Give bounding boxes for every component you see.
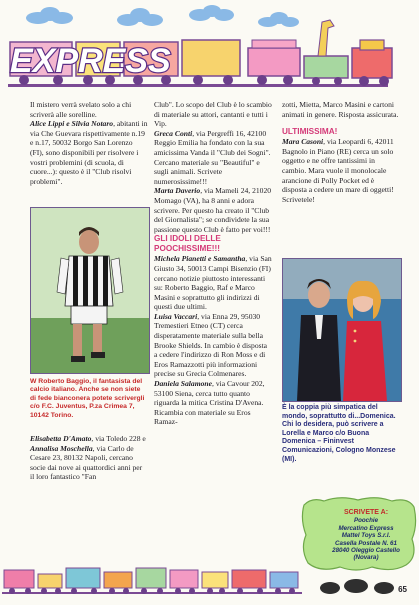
column-2	[154, 100, 272, 427]
train-illustration	[0, 0, 419, 92]
section-heading-ultimissima: ULTIMISSIMA!	[282, 127, 338, 137]
footer-train-illustration	[0, 556, 419, 600]
address-line: Poochie	[353, 517, 379, 525]
baggio-photo	[30, 207, 150, 374]
salamone-continuation: zotti, Mietta, Marco Masini e cartoni animati in genere. Risposta assicurata.	[282, 100, 399, 119]
section-heading-idoli: GLI IDOLI DELLE POOCHISSIME!!!	[154, 234, 221, 254]
address-line: Mattel Toys S.r.l.	[341, 532, 391, 540]
letter-lippi-notaro: Alice Lippi e Silvia Notaro, abitanti in via Che Guevara rispettivamente n.19 e n.17, 50032 Borgo San Lorenzo (FI), sono disponibili per risolvere i vostri problemini (di scuola, di cuore...): questo è il "Club risolvi problemi".	[30, 119, 148, 186]
page-number: 65	[398, 585, 407, 594]
address-text	[320, 509, 412, 562]
couple-photo	[282, 258, 402, 402]
address-line: (Novara)	[353, 554, 379, 562]
column-1-bottom	[30, 434, 148, 482]
presenters-image	[283, 259, 401, 401]
column-1	[30, 100, 148, 186]
address-line: Casella Postale N. 61	[335, 539, 397, 547]
footer-train-border	[0, 556, 419, 600]
letter-casoni: Mara Casoni, via Leopardi 6, 42011 Bagnolo in Piano (RE) cerca un solo oggetto e ne offre tantissimi in cambio. Mara vuole il monolocale arancione di Polly Pocket ed è disposta a cedere un mare di oggetti! Scrivetele!	[282, 137, 394, 204]
intro-text: Il mistero verrà svelato solo a chi scriverà alle sorelline.	[30, 100, 132, 119]
fan-club-continuation: Club". Lo scopo del Club è lo scambio di materiale su attori, cantanti e tutti i Vip.	[154, 100, 272, 129]
express-header-banner	[0, 0, 419, 92]
letter-daverio: Marta Daverio, via Mameli 24, 21020 Momago (VA), ha 8 anni e adora scrivere. Per questo ha creato il "Club del Giornalista"; se condividete la sua passione questo Club è fatto per voi!!!	[154, 186, 272, 234]
letter-damato-moschella: Elisabetta D'Amato, via Toledo 228 e Annalisa Moschella, via Carlo de Cesare 23, 80132 Napoli, cercano socie dai nove ai quattordici anni per il loro fantastico "Fan	[30, 434, 146, 482]
letter-conti: Greca Conti, via Pergreffi 16, 42100 Reggio Emilia ha fondato con la sua amicissima Vanda il "Club dei Sogni". Cercano materiale su "Beautiful" e sugli animali. Scrivete numerosissime!!!	[154, 128, 271, 186]
couple-caption: È la coppia più simpatica del mondo, soprattutto di...Domenica. Chi lo desidera, può scrivere a Lorella e Marco c/o Buona Domenica – Fininvest Comunicazioni, Cologno Monzese (MI).	[282, 404, 396, 463]
letter-salamone: Daniela Salamone, via Cavour 202, 53100 Siena, cerca tutto quanto riguarda la mitica Cristina D'Avena. Ricambia con materiale su Eros Ramaz-	[154, 379, 265, 427]
address-line: 28040 Oleggio Castello	[332, 547, 400, 555]
baggio-caption: W Roberto Baggio, il fantasista del calcio italiano. Anche se non siete di fede bianconera potete scrivergli c/o F.C. Juventus, P.za Crimea 7, 10142 Torino.	[30, 378, 145, 419]
header-title: EXPRESS	[10, 42, 171, 80]
address-line: Mercatino Express	[338, 524, 394, 532]
address-title: SCRIVETE A:	[343, 509, 389, 516]
footballer-image	[31, 208, 149, 373]
letter-pianetti: Michela Pianetti e Samantha, via San Giusto 34, 50013 Campi Bisenzio (FI) cercano notizie piuttosto interessanti su: Roberto Baggio, Raf e Marco Masini e soprattutto gli indirizzi di questi due ultimi.	[154, 254, 272, 312]
column-3	[282, 100, 400, 204]
letter-vaccari: Luisa Vaccari, via Enna 29, 95030 Tremestieri Etneo (CT) cerca disperatamente materiale sulla bella Brooke Shields. In cambio è disposta a cedere l'indirizzo di Ron Moss e di Eros Ramazzotti più informazioni precise su Grecia Colmenares.	[154, 311, 268, 379]
